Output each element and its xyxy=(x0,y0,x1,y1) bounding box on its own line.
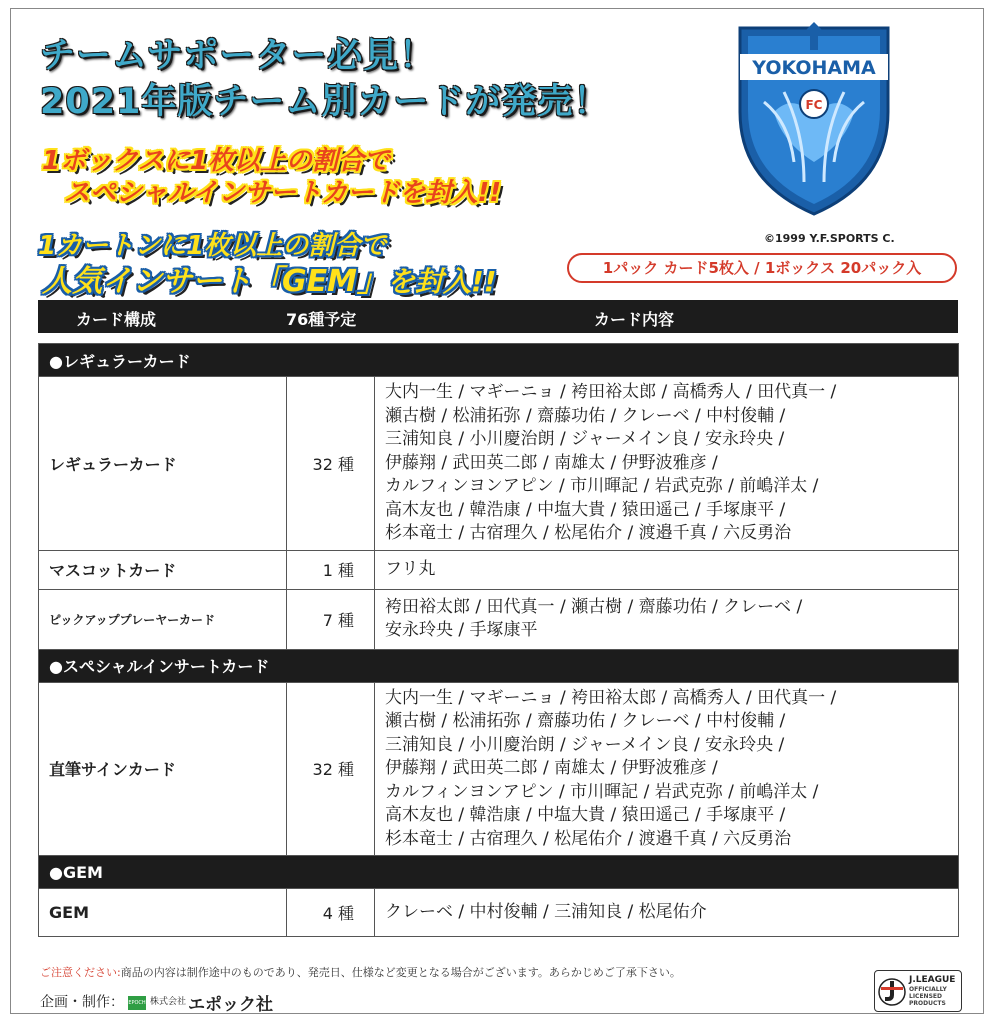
card-type-count: 1 種 xyxy=(287,550,375,589)
headline-line1: チームサポーター必見！ xyxy=(40,36,436,76)
content-line: 大内一生 / マギーニョ / 袴田裕太郎 / 高橋秀人 / 田代真一 / xyxy=(385,382,837,402)
headline-line2: 2021年版チーム別カードが発売！ xyxy=(40,82,610,122)
card-type-content: フリ丸 xyxy=(375,550,959,589)
card-type-name: 直筆サインカード xyxy=(39,682,287,856)
jleague-logo-icon xyxy=(877,973,907,1011)
card-type-count: 32 種 xyxy=(287,377,375,551)
card-type-content xyxy=(375,589,959,649)
corp-prefix: 株式会社 xyxy=(150,997,187,1007)
section-row-gem xyxy=(39,856,959,889)
producer-credit xyxy=(40,990,273,1015)
jleague-name: J.LEAGUE xyxy=(909,975,956,985)
content-line: 杉本竜士 / 古宿理久 / 松尾佑介 / 渡邉千真 / 六反勇治 xyxy=(385,828,792,849)
content-line: 袴田裕太郎 / 田代真一 / 瀬古樹 / 齋藤功佑 / クレーベ / xyxy=(385,596,803,617)
jleague-sub-line: PRODUCTS xyxy=(909,1000,946,1007)
section-title-gem: ●GEM xyxy=(39,856,959,889)
notice-label: ご注意ください: xyxy=(40,966,121,979)
section-title-regular: ●レギュラーカード xyxy=(39,344,959,377)
content-line: 安永玲央 / 手塚康平 xyxy=(385,620,538,640)
content-line: 瀬古樹 / 松浦拓弥 / 齋藤功佑 / クレーベ / 中村俊輔 / xyxy=(385,405,786,426)
content-line: 大内一生 / マギーニョ / 袴田裕太郎 / 高橋秀人 / 田代真一 / xyxy=(385,687,837,708)
content-line: 高木友也 / 韓浩康 / 中塩大貴 / 猿田遥己 / 手塚康平 / xyxy=(385,499,786,520)
gem-promo-line2 xyxy=(42,256,497,300)
section-row-special xyxy=(39,649,959,682)
content-line: 高木友也 / 韓浩康 / 中塩大貴 / 猿田遥己 / 手塚康平 / xyxy=(385,805,786,825)
card-type-name: レギュラーカード xyxy=(39,377,287,551)
content-line: カルフィンヨンアピン / 市川暉記 / 岩武克弥 / 前嶋洋太 / xyxy=(385,781,819,802)
jleague-subtitle xyxy=(909,986,947,1007)
gem-promo-line1: 1カートンに1枚以上の割合で xyxy=(38,231,387,261)
card-type-name: ピックアッププレーヤーカード xyxy=(39,589,287,649)
header-card-content: カード内容 xyxy=(594,310,675,329)
card-type-content xyxy=(375,682,959,856)
company-name: エポック社 xyxy=(188,995,274,1015)
table-row xyxy=(39,589,959,649)
crest-badge-text: FC xyxy=(805,98,823,112)
table-row xyxy=(39,682,959,856)
notice-body: 商品の内容は制作途中のものであり、発売日、仕様など変更となる場合がございます。あらかじめご了承下さい。 xyxy=(120,966,681,979)
content-line: 瀬古樹 / 松浦拓弥 / 齋藤功佑 / クレーベ / 中村俊輔 / xyxy=(385,711,786,731)
card-list-table xyxy=(38,343,959,937)
card-type-count: 7 種 xyxy=(287,589,375,649)
crest-team-name: YOKOHAMA xyxy=(752,57,876,79)
card-type-content xyxy=(375,377,959,551)
header-variety-count: 76種予定 xyxy=(286,310,357,329)
card-type-count: 32 種 xyxy=(287,682,375,856)
card-type-name: マスコットカード xyxy=(39,550,287,589)
content-line: 杉本竜士 / 古宿理久 / 松尾佑介 / 渡邉千真 / 六反勇治 xyxy=(385,523,792,543)
pack-info-badge: 1パック カード5枚入 / 1ボックス 20パック入 xyxy=(567,253,957,283)
table-row xyxy=(39,377,959,551)
crest-copyright: ©1999 Y.F.SPORTS C. xyxy=(764,232,895,245)
section-title-special: ●スペシャルインサートカード xyxy=(39,649,959,682)
content-line: 三浦知良 / 小川慶治朗 / ジャーメイン良 / 安永玲央 / xyxy=(385,734,785,755)
content-line: 三浦知良 / 小川慶治朗 / ジャーメイン良 / 安永玲央 / xyxy=(385,429,785,449)
table-row xyxy=(39,889,959,937)
card-type-content: クレーベ / 中村俊輔 / 三浦知良 / 松尾佑介 xyxy=(375,889,959,937)
card-type-name: GEM xyxy=(39,889,287,937)
content-line: 伊藤翔 / 武田英二郎 / 南雄太 / 伊野波雅彦 / xyxy=(385,452,718,473)
epoch-logo-icon: EPOCH xyxy=(128,996,146,1010)
header-card-composition: カード構成 xyxy=(76,310,157,329)
jleague-sub-line: OFFICIALLY xyxy=(909,986,947,993)
table-row xyxy=(39,550,959,589)
card-type-count: 4 種 xyxy=(287,889,375,937)
special-insert-promo-line2: スペシャルインサートカードを封入!! xyxy=(64,178,502,208)
content-line: 伊藤翔 / 武田英二郎 / 南雄太 / 伊野波雅彦 / xyxy=(385,758,718,778)
yokohama-fc-crest-icon xyxy=(734,22,894,217)
table-header xyxy=(38,300,958,333)
section-row-regular xyxy=(39,344,959,377)
notice-text xyxy=(40,964,681,980)
gem-promo-highlight: 人気インサート「GEM」 xyxy=(42,264,387,299)
jleague-license-badge xyxy=(874,970,962,1012)
special-insert-promo-line1: 1ボックスに1枚以上の割合で xyxy=(42,146,390,176)
content-line: カルフィンヨンアピン / 市川暉記 / 岩武克弥 / 前嶋洋太 / xyxy=(385,476,819,496)
gem-promo-suffix: を封入!! xyxy=(386,265,497,298)
jleague-sub-line: LICENSED xyxy=(909,993,942,1000)
credit-label: 企画・制作： xyxy=(40,994,124,1011)
